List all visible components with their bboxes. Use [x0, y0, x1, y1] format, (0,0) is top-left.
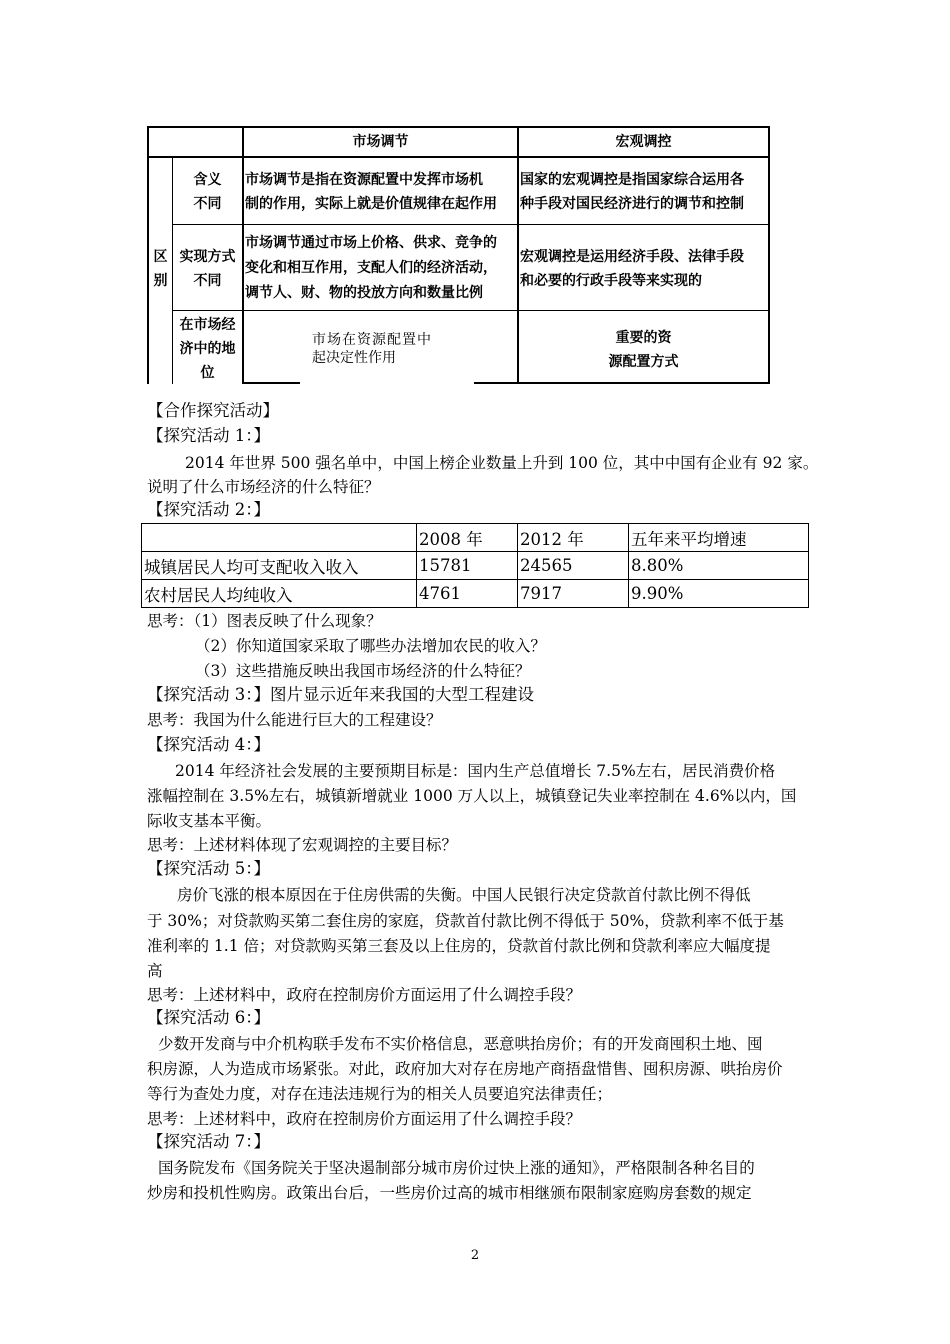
market-cell-line: 制的作用，实际上就是价值规律在起作用 [245, 196, 497, 212]
market-cell-line: 市场调节是指在资源配置中发挥市场机 [245, 172, 483, 188]
column-header-market: 市场调节 [352, 134, 409, 150]
row-label: 不同 [193, 196, 222, 212]
table-header-cell: 2012 年 [518, 524, 629, 552]
macro-cell-line: 和必要的行政手段等来实现的 [520, 273, 702, 289]
macro-cell-line: 种手段对国民经济进行的调节和控制 [520, 196, 744, 212]
row-label: 位 [200, 365, 215, 381]
activity-5-text: 于 30%；对贷款购买第二套住房的家庭，贷款首付款比例不得低于 50%，贷款利率不低于基 [147, 912, 784, 930]
activity-7-title: 【探究活动 7：】 [147, 1132, 270, 1151]
table-cell: 农村居民人均纯收入 [142, 580, 417, 608]
activity-1-text: 说明了什么市场经济的什么特征？ [147, 478, 380, 496]
row-label: 实现方式 [179, 249, 236, 265]
table-cell: 9.90% [629, 580, 809, 608]
activity-6-question: 思考：上述材料中，政府在控制房价方面运用了什么调控手段？ [147, 1110, 582, 1128]
activity-2-question: （2）你知道国家采取了哪些办法增加农民的收入？ [195, 637, 546, 655]
page-number: 2 [470, 1248, 480, 1263]
table-cell: 7917 [518, 580, 629, 608]
macro-cell-line: 国家的宏观调控是指国家综合运用各 [520, 172, 744, 188]
activity-3-question: 思考：我国为什么能进行巨大的工程建设？ [147, 711, 442, 729]
activity-6-text: 少数开发商与中介机构联手发布不实价格信息，恶意哄抬房价；有的开发商囤积土地、囤 [158, 1035, 763, 1053]
income-table [141, 523, 809, 608]
activity-5-title: 【探究活动 5：】 [147, 859, 270, 878]
market-cell-line: 调节人、财、物的投放方向和数量比例 [245, 285, 483, 301]
table-header-cell [142, 524, 417, 552]
column-header-macro: 宏观调控 [615, 134, 672, 150]
table-cell: 4761 [417, 580, 518, 608]
table-cell: 城镇居民人均可支配收入收入 [142, 552, 417, 580]
activity-3-title: 【探究活动 3：】图片显示近年来我国的大型工程建设 [147, 685, 534, 704]
activity-2-question: （3）这些措施反映出我国市场经济的什么特征？ [195, 662, 531, 680]
activity-4-text: 涨幅控制在 3.5%左右，城镇新增就业 1000 万人以上，城镇登记失业率控制在 4.6%以内，国 [147, 787, 797, 805]
activity-6-text: 等行为查处力度，对存在违法违规行为的相关人员要追究法律责任； [147, 1085, 613, 1103]
row-label: 在市场经 [179, 317, 236, 333]
activity-4-text: 2014 年经济社会发展的主要预期目标是：国内生产总值增长 7.5%左右，居民消费价格 [175, 762, 776, 780]
activity-1-text: 2014 年世界 500 强名单中，中国上榜企业数量上升到 100 位，其中中国有企业有 92 家。 [185, 454, 819, 472]
activity-7-text: 国务院发布《国务院关于坚决遏制部分城市房价过快上涨的通知》，严格限制各种名目的 [158, 1159, 755, 1177]
market-cell-line: 变化和相互作用，支配人们的经济活动， [245, 260, 497, 276]
market-cell-line: 起决定性作用 [312, 350, 396, 366]
table-header-cell: 五年来平均增速 [629, 524, 809, 552]
activity-2-question: 思考：（1）图表反映了什么现象？ [147, 612, 382, 630]
macro-cell-line: 重要的资 [615, 330, 672, 346]
market-cell-line: 市场调节通过市场上价格、供求、竞争的 [245, 235, 497, 251]
activity-5-text: 房价飞涨的根本原因在于住房供需的失衡。中国人民银行决定贷款首付款比例不得低 [177, 886, 751, 904]
comparison-table [147, 126, 770, 384]
row-label: 济中的地 [179, 341, 236, 357]
activity-4-text: 际收支基本平衡。 [147, 812, 272, 830]
table-row [142, 552, 809, 580]
section-title: 【合作探究活动】 [147, 401, 279, 420]
activity-6-text: 积房源，人为造成市场紧张。对此，政府加大对存在房地产商捂盘惜售、囤积房源、哄抬房价 [147, 1060, 783, 1078]
row-label: 不同 [193, 273, 222, 289]
activity-7-text: 炒房和投机性购房。政策出台后，一些房价过高的城市相继颁布限制家庭购房套数的规定 [147, 1184, 752, 1202]
table-header-cell: 2008 年 [417, 524, 518, 552]
table-cell: 8.80% [629, 552, 809, 580]
activity-6-title: 【探究活动 6：】 [147, 1008, 270, 1027]
table-cell: 24565 [518, 552, 629, 580]
activity-4-title: 【探究活动 4：】 [147, 735, 270, 754]
activity-5-text: 准利率的 1.1 倍；对贷款购买第三套及以上住房的，贷款首付款比例和贷款利率应大幅度提 [147, 937, 771, 955]
table-row [142, 580, 809, 608]
macro-cell-line: 源配置方式 [608, 354, 679, 370]
side-label: 别 [153, 273, 168, 289]
row-label: 含义 [193, 172, 222, 188]
activity-5-text: 高 [147, 962, 163, 980]
activity-2-title: 【探究活动 2：】 [147, 500, 270, 519]
table-row [142, 524, 809, 552]
activity-1-title: 【探究活动 1：】 [147, 426, 270, 445]
activity-4-question: 思考：上述材料体现了宏观调控的主要目标？ [147, 836, 458, 854]
macro-cell-line: 宏观调控是运用经济手段、法律手段 [520, 249, 744, 265]
market-cell-line: 市场在资源配置中 [312, 332, 432, 348]
table-cell: 15781 [417, 552, 518, 580]
side-label: 区 [153, 249, 168, 265]
activity-5-question: 思考：上述材料中，政府在控制房价方面运用了什么调控手段？ [147, 986, 582, 1004]
